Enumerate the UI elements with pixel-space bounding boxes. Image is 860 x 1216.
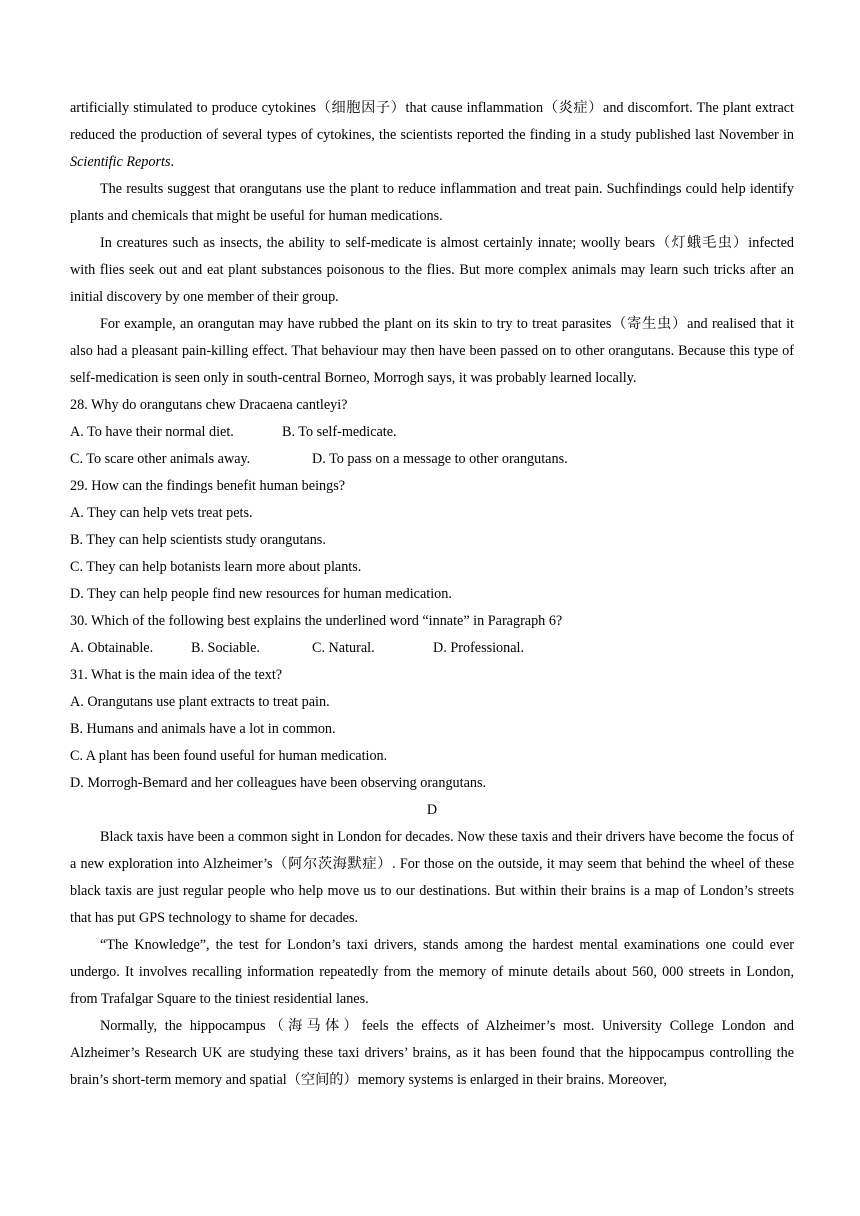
question-28-option-a: A. To have their normal diet. xyxy=(70,424,234,440)
paragraph-creatures: In creatures such as insects, the ability to self-medicate is almost certainly innate; woolly bears（灯蛾毛虫）infected with flies seek out and eat plant substances poisonous to the flies. But more complex animals may learn such tricks after an initial discovery by one member of their group. xyxy=(70,235,794,305)
question-29-stem: 29. How can the findings benefit human beings? xyxy=(70,478,346,494)
question-28-option-b: B. To self-medicate. xyxy=(282,424,397,440)
question-30-option-c: C. Natural. xyxy=(312,640,375,656)
question-31-option-a: A. Orangutans use plant extracts to treat pain. xyxy=(70,694,330,710)
paragraph-example: For example, an orangutan may have rubbed the plant on its skin to try to treat parasites（寄生虫）and realised that it also had a pleasant pain-killing effect. That behaviour may then have been passed on to other orangutans. Because this type of self-medication is seen only in south-central Borneo, Morrogh says, it was probably learned locally. xyxy=(70,316,794,386)
question-30-options-row xyxy=(70,635,794,662)
paragraph-text-end: . xyxy=(170,154,175,170)
paragraph-continuation xyxy=(70,95,794,176)
question-30-option-a: A. Obtainable. xyxy=(70,640,154,656)
question-30-option-b: B. Sociable. xyxy=(191,640,260,656)
paragraph-d-3: Normally, the hippocampus（海马体）feels the effects of Alzheimer’s most. University College London and Alzheimer’s Research UK are studying these taxi drivers’ brains, as it has been found that the hippocampus controlling the brain’s short-term memory and spatial（空间的）memory systems is enlarged in their brains. Moreover, xyxy=(70,1018,794,1088)
question-31-option-c: C. A plant has been found useful for human medication. xyxy=(70,748,388,764)
section-heading-d: D xyxy=(426,802,438,818)
question-28-options-row-1 xyxy=(70,419,794,446)
paragraph-d-2: “The Knowledge”, the test for London’s taxi drivers, stands among the hardest mental examinations one could ever undergo. It involves recalling information repeatedly from the memory of minute details about 560, 000 streets in London, from Trafalgar Square to the tiniest residential lanes. xyxy=(70,937,794,1007)
document-page xyxy=(70,95,794,1094)
question-30-option-d: D. Professional. xyxy=(433,640,525,656)
question-31-option-b: B. Humans and animals have a lot in common. xyxy=(70,721,336,737)
question-31-option-d: D. Morrogh-Bemard and her colleagues have been observing orangutans. xyxy=(70,775,487,791)
question-28-stem: 28. Why do orangutans chew Dracaena cantleyi? xyxy=(70,397,348,413)
paragraph-d-1: Black taxis have been a common sight in London for decades. Now these taxis and their drivers have become the focus of a new exploration into Alzheimer’s（阿尔茨海默症）. For those on the outside, it may seem that behind the wheel of these black taxis are just regular people who help move us to our destinations. But within their brains is a map of London’s streets that has put GPS technology to shame for decades. xyxy=(70,829,794,926)
question-29-option-c: C. They can help botanists learn more about plants. xyxy=(70,559,362,575)
paragraph-text: artificially stimulated to produce cytokines（细胞因子）that cause inflammation（炎症）and discomfort. The plant extract reduced the production of several types of cytokines, the scientists reported the finding in a study published last November in xyxy=(70,100,794,143)
paragraph-results: The results suggest that orangutans use the plant to reduce inflammation and treat pain. Suchfindings could help identify plants and chemicals that might be useful for human medications. xyxy=(70,181,794,224)
question-28-options-row-2 xyxy=(70,446,794,473)
question-28-option-d: D. To pass on a message to other orangutans. xyxy=(312,451,568,467)
question-29-option-b: B. They can help scientists study orangutans. xyxy=(70,532,326,548)
question-29-option-d: D. They can help people find new resources for human medication. xyxy=(70,586,452,602)
question-28-option-c: C. To scare other animals away. xyxy=(70,451,251,467)
journal-title: Scientific Reports xyxy=(70,154,171,170)
question-29-option-a: A. They can help vets treat pets. xyxy=(70,505,253,521)
question-31-stem: 31. What is the main idea of the text? xyxy=(70,667,283,683)
question-30-stem: 30. Which of the following best explains the underlined word “innate” in Paragraph 6? xyxy=(70,613,563,629)
